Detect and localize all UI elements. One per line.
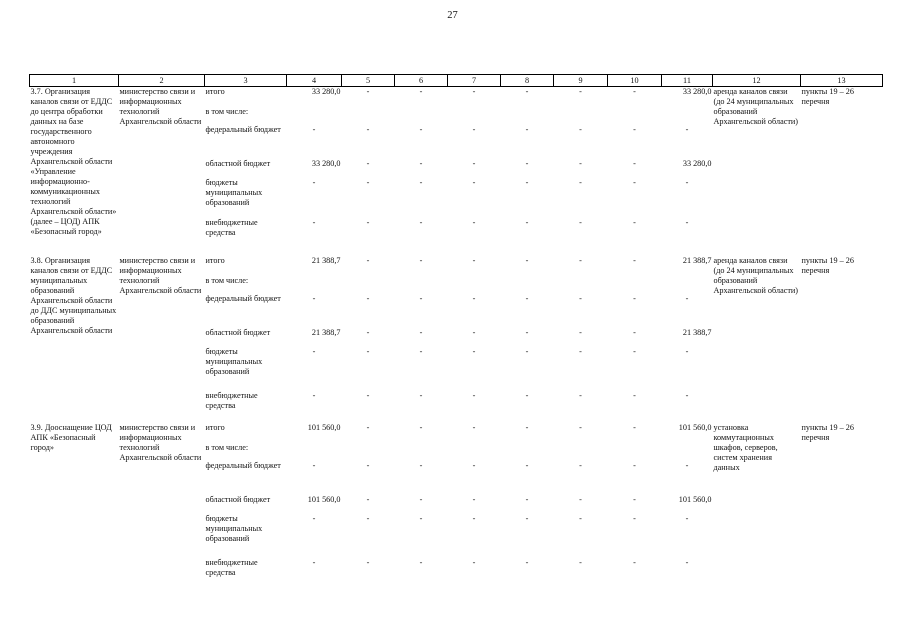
column-header: 11 <box>662 75 713 87</box>
amount-cell: - <box>685 346 689 356</box>
amount-cell: - <box>633 217 636 227</box>
amount-cell: - <box>579 422 582 432</box>
amount-cell: 101 560,0 <box>678 494 712 504</box>
table-row <box>30 256 883 276</box>
amount-cell: - <box>579 494 582 504</box>
amount-cell <box>342 276 395 294</box>
column-number-row <box>30 75 883 87</box>
amount-cell: - <box>633 346 636 356</box>
amount-cell: - <box>525 87 529 96</box>
amount-cell: - <box>419 460 423 470</box>
funding-source-label: внебюджетные средства <box>205 390 258 410</box>
amount-cell: - <box>525 390 529 400</box>
amount-cell: - <box>472 460 476 470</box>
amount-cell: - <box>366 327 370 337</box>
funding-source-label: внебюджетные средства <box>205 217 258 237</box>
amount-cell: - <box>312 293 316 303</box>
amount-cell: - <box>525 177 529 187</box>
amount-cell: 101 560,0 <box>307 494 341 504</box>
funding-source-label: федеральный бюджет <box>205 124 281 134</box>
column-header: 5 <box>342 75 395 87</box>
amount-cell: - <box>579 124 582 134</box>
amount-cell: - <box>633 158 636 168</box>
amount-cell: - <box>472 293 476 303</box>
amount-cell: - <box>419 124 423 134</box>
column-header: 13 <box>801 75 883 87</box>
funding-source-label: бюджеты муниципальных образований <box>205 513 263 543</box>
funding-source-label: федеральный бюджет <box>205 460 281 470</box>
amount-cell: - <box>633 422 636 432</box>
amount-cell: - <box>312 124 316 134</box>
amount-cell <box>448 107 501 125</box>
amount-cell: - <box>525 124 529 134</box>
funding-source-label: итого <box>205 87 225 96</box>
amount-cell <box>395 443 448 461</box>
funding-source-label: федеральный бюджет <box>205 293 281 303</box>
amount-cell: - <box>419 217 423 227</box>
amount-cell: - <box>579 557 582 567</box>
amount-cell: 21 388,7 <box>311 255 341 265</box>
funding-source-label: итого <box>205 422 225 432</box>
executor: министерство связи и информационных технологий Архангельской области <box>119 255 202 295</box>
amount-cell: - <box>366 87 370 96</box>
amount-cell <box>554 107 608 125</box>
executor: министерство связи и информационных технологий Архангельской области <box>119 87 202 126</box>
amount-cell: - <box>633 390 636 400</box>
amount-cell: - <box>685 513 689 523</box>
amount-cell: - <box>579 158 582 168</box>
amount-cell: 21 388,7 <box>682 327 712 337</box>
amount-cell: - <box>579 460 582 470</box>
amount-cell: - <box>685 460 689 470</box>
amount-cell: - <box>579 217 582 227</box>
amount-cell: - <box>366 460 370 470</box>
budget-table <box>29 74 883 588</box>
amount-cell: - <box>472 494 476 504</box>
amount-cell: 33 280,0 <box>311 87 341 96</box>
amount-cell: - <box>419 390 423 400</box>
amount-cell: - <box>419 293 423 303</box>
amount-cell: - <box>525 327 529 337</box>
amount-cell: - <box>312 513 316 523</box>
column-header: 9 <box>554 75 608 87</box>
amount-cell <box>608 443 662 461</box>
amount-cell: - <box>366 390 370 400</box>
amount-cell: - <box>419 158 423 168</box>
amount-cell <box>287 107 342 125</box>
amount-cell: - <box>366 158 370 168</box>
amount-cell <box>608 276 662 294</box>
amount-cell: - <box>366 557 370 567</box>
amount-cell: - <box>366 513 370 523</box>
amount-cell: - <box>579 177 582 187</box>
amount-cell: - <box>579 255 582 265</box>
amount-cell: - <box>525 255 529 265</box>
amount-cell <box>342 107 395 125</box>
amount-cell <box>501 107 554 125</box>
funding-source-label: областной бюджет <box>205 327 271 337</box>
amount-cell: 33 280,0 <box>311 158 341 168</box>
amount-cell: - <box>525 557 529 567</box>
column-header: 10 <box>608 75 662 87</box>
activity-name: 3.8. Организация каналов связи от ЕДДС муниципальных образований Архангельской области до ДДС муниципальных образований Архангельской области <box>30 255 117 335</box>
amount-cell: - <box>579 346 582 356</box>
column-header: 4 <box>287 75 342 87</box>
amount-cell: - <box>419 177 423 187</box>
amount-cell: - <box>579 327 582 337</box>
amount-cell: - <box>366 494 370 504</box>
amount-cell: - <box>312 346 316 356</box>
amount-cell <box>501 443 554 461</box>
expected-result: аренда каналов связи (до 24 муниципальных образований Архангельской области) <box>713 87 799 126</box>
amount-cell: - <box>472 124 476 134</box>
amount-cell: - <box>525 217 529 227</box>
amount-cell: - <box>472 158 476 168</box>
indicator-reference: пункты 19 – 26 перечня <box>801 87 854 106</box>
amount-cell: 101 560,0 <box>678 422 712 432</box>
amount-cell <box>662 443 713 461</box>
funding-source-label: в том числе: <box>205 275 249 285</box>
amount-cell: - <box>419 87 423 96</box>
amount-cell: 33 280,0 <box>682 158 712 168</box>
amount-cell: 101 560,0 <box>307 422 341 432</box>
amount-cell <box>554 443 608 461</box>
amount-cell: - <box>366 177 370 187</box>
funding-source-label: в том числе: <box>205 442 249 452</box>
amount-cell: 21 388,7 <box>682 255 712 265</box>
activity-name: 3.7. Организация каналов связи от ЕДДС до центра обработки данных на базе государственного автономного учреждения Архангельской области «Управление информационно-коммуникационных технологий Архангельской области» (далее – ЦОД) АПК «Безопасный город» <box>30 87 117 236</box>
amount-cell: - <box>685 557 689 567</box>
column-header: 2 <box>119 75 205 87</box>
amount-cell: - <box>685 293 689 303</box>
amount-cell: - <box>472 327 476 337</box>
amount-cell: - <box>633 327 636 337</box>
funding-source-label: областной бюджет <box>205 494 271 504</box>
amount-cell: - <box>579 293 582 303</box>
amount-cell: - <box>525 158 529 168</box>
amount-cell: - <box>525 513 529 523</box>
activity-name: 3.9. Дооснащение ЦОД АПК «Безопасный город» <box>30 422 112 452</box>
funding-source-label: итого <box>205 255 225 265</box>
amount-cell: 21 388,7 <box>311 327 341 337</box>
amount-cell: - <box>472 87 476 96</box>
amount-cell: - <box>312 177 316 187</box>
column-header: 8 <box>501 75 554 87</box>
amount-cell: - <box>579 87 582 96</box>
amount-cell <box>448 276 501 294</box>
amount-cell: - <box>633 557 636 567</box>
amount-cell: - <box>633 87 636 96</box>
amount-cell <box>501 276 554 294</box>
table-body <box>30 87 883 588</box>
column-header: 1 <box>30 75 119 87</box>
funding-source-label: бюджеты муниципальных образований <box>205 346 263 376</box>
indicator-reference: пункты 19 – 26 перечня <box>801 255 854 275</box>
amount-cell: - <box>525 293 529 303</box>
amount-cell: - <box>419 255 423 265</box>
amount-cell: - <box>366 217 370 227</box>
amount-cell: - <box>633 460 636 470</box>
amount-cell: - <box>633 255 636 265</box>
amount-cell: - <box>472 390 476 400</box>
amount-cell: - <box>312 217 316 227</box>
amount-cell: - <box>366 293 370 303</box>
amount-cell <box>395 276 448 294</box>
amount-cell: - <box>525 494 529 504</box>
amount-cell: - <box>579 390 582 400</box>
amount-cell: 33 280,0 <box>682 87 712 96</box>
amount-cell: - <box>685 390 689 400</box>
amount-cell: - <box>419 557 423 567</box>
amount-cell <box>342 443 395 461</box>
amount-cell: - <box>685 177 689 187</box>
funding-source-label: в том числе: <box>205 106 249 116</box>
amount-cell: - <box>472 255 476 265</box>
amount-cell: - <box>366 346 370 356</box>
table-row <box>30 423 883 443</box>
amount-cell: - <box>633 494 636 504</box>
amount-cell: - <box>685 124 689 134</box>
amount-cell: - <box>525 460 529 470</box>
funding-source-label: бюджеты муниципальных образований <box>205 177 263 207</box>
expected-result: аренда каналов связи (до 24 муниципальных образований Архангельской области) <box>713 255 799 295</box>
funding-source-label: внебюджетные средства <box>205 557 258 577</box>
amount-cell: - <box>472 422 476 432</box>
amount-cell: - <box>312 557 316 567</box>
page-number: 27 <box>447 10 458 21</box>
column-header: 7 <box>448 75 501 87</box>
amount-cell: - <box>366 255 370 265</box>
amount-cell: - <box>366 422 370 432</box>
amount-cell: - <box>633 124 636 134</box>
amount-cell: - <box>419 327 423 337</box>
amount-cell <box>395 107 448 125</box>
column-header: 6 <box>395 75 448 87</box>
amount-cell: - <box>366 124 370 134</box>
amount-cell: - <box>312 390 316 400</box>
table-row <box>30 87 883 107</box>
amount-cell <box>608 107 662 125</box>
amount-cell: - <box>685 217 689 227</box>
amount-cell: - <box>525 422 529 432</box>
amount-cell <box>287 443 342 461</box>
amount-cell <box>448 443 501 461</box>
amount-cell: - <box>419 513 423 523</box>
indicator-reference: пункты 19 – 26 перечня <box>801 422 854 442</box>
amount-cell: - <box>633 293 636 303</box>
amount-cell: - <box>472 557 476 567</box>
amount-cell: - <box>472 346 476 356</box>
executor: министерство связи и информационных технологий Архангельской области <box>119 422 202 462</box>
amount-cell: - <box>472 217 476 227</box>
column-header: 3 <box>205 75 287 87</box>
expected-result: установка коммутационных шкафов, серверов, систем хранения данных <box>713 422 778 472</box>
amount-cell: - <box>419 422 423 432</box>
amount-cell: - <box>419 346 423 356</box>
amount-cell <box>662 276 713 294</box>
amount-cell: - <box>419 494 423 504</box>
amount-cell <box>554 276 608 294</box>
amount-cell <box>662 107 713 125</box>
amount-cell: - <box>312 460 316 470</box>
amount-cell: - <box>633 513 636 523</box>
funding-source-label: областной бюджет <box>205 158 271 168</box>
column-header: 12 <box>713 75 801 87</box>
amount-cell: - <box>525 346 529 356</box>
amount-cell <box>287 276 342 294</box>
amount-cell: - <box>472 177 476 187</box>
amount-cell: - <box>633 177 636 187</box>
amount-cell: - <box>472 513 476 523</box>
amount-cell: - <box>579 513 582 523</box>
